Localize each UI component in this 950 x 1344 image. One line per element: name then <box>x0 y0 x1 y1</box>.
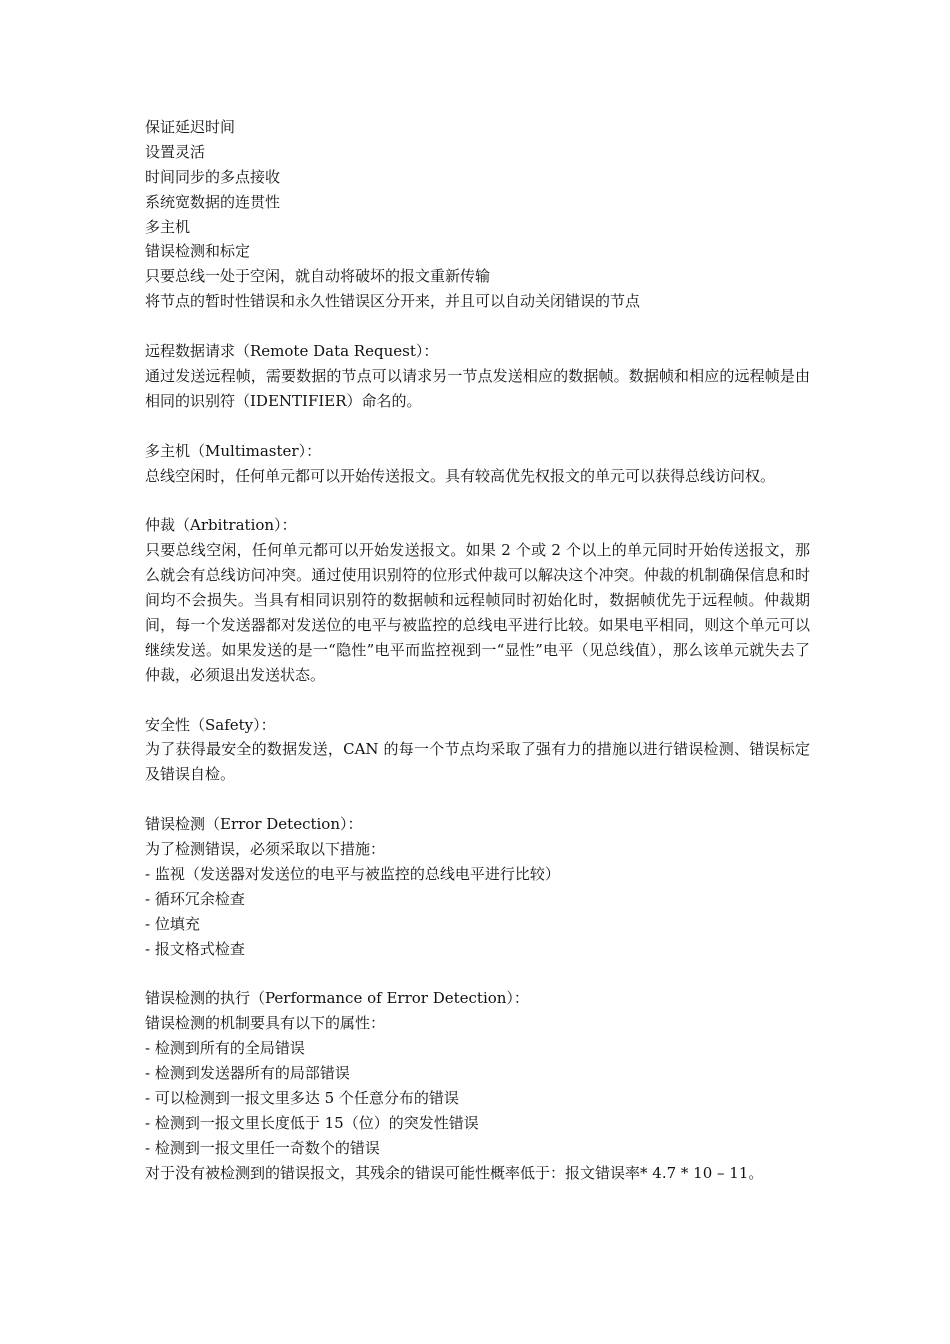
multimaster-body: 总线空闲时，任何单元都可以开始传送报文。具有较高优先权报文的单元可以获得总线访问权。 <box>145 466 776 485</box>
spacer <box>145 488 810 513</box>
spacer <box>145 787 810 812</box>
performance-conclusion: 对于没有被检测到的错误报文，其残余的错误可能性概率低于：报文错误率* 4.7 * 10 – 11。 <box>145 1163 764 1182</box>
multimaster-heading: 多主机（Multimaster）： <box>145 441 322 460</box>
error-detection-heading: 错误检测（Error Detection）： <box>145 815 363 834</box>
list-item: - 检测到所有的全局错误 <box>145 1039 305 1058</box>
feature-line: 多主机 <box>145 217 191 236</box>
remote-body: 通过发送远程帧，需要数据的节点可以请求另一节点发送相应的数据帧。数据帧和相应的远程帧是由相同的识别符（IDENTIFIER）命名的。 <box>145 366 810 410</box>
document-page <box>145 115 810 1185</box>
list-item: - 检测到一报文里长度低于 15（位）的突发性错误 <box>145 1113 479 1132</box>
spacer <box>145 688 810 713</box>
feature-line: 保证延迟时间 <box>145 118 236 136</box>
arbitration-heading: 仲裁（Arbitration）： <box>145 516 297 535</box>
arbitration-body: 只要总线空闲，任何单元都可以开始发送报文。如果 2 个或 2 个以上的单元同时开始传送报文，那么就会有总线访问冲突。通过使用识别符的位形式仲裁可以解决这个冲突。仲裁的机制确保信息和时间均不会损失。当具有相同识别符的数据帧和远程帧同时初始化时，数据帧优先于远程帧。仲裁期间，每一个发送器都对发送位的电平与被监控的总线电平进行比较。如果电平相同，则这个单元可以继续发送。如果发送的是一“隐性”电平而监控视到一“显性”电平（见总线值），那么该单元就失去了仲裁，必须退出发送状态。 <box>145 541 810 684</box>
list-item: - 检测到发送器所有的局部错误 <box>145 1064 350 1083</box>
performance-heading: 错误检测的执行（Performance of Error Detection）： <box>145 989 529 1008</box>
remote-heading: 远程数据请求（Remote Data Request）： <box>145 342 439 361</box>
spacer <box>145 314 810 339</box>
list-item: - 可以检测到一报文里多达 5 个任意分布的错误 <box>145 1088 459 1107</box>
list-item: - 监视（发送器对发送位的电平与被监控的总线电平进行比较） <box>145 864 560 883</box>
safety-heading: 安全性（Safety）： <box>145 715 276 734</box>
spacer <box>145 961 810 986</box>
list-item: - 位填充 <box>145 914 200 933</box>
feature-line: 错误检测和标定 <box>145 242 251 261</box>
list-item: - 循环冗余检查 <box>145 889 245 908</box>
safety-body: 为了获得最安全的数据发送，CAN 的每一个节点均采取了强有力的措施以进行错误检测、错误标定及错误自检。 <box>145 740 810 784</box>
feature-line: 设置灵活 <box>145 142 206 161</box>
feature-line: 系统宽数据的连贯性 <box>145 192 281 211</box>
feature-line: 只要总线一处于空闲，就自动将破坏的报文重新传输 <box>145 267 491 286</box>
error-detection-intro: 为了检测错误，必须采取以下措施： <box>145 840 386 858</box>
feature-line: 时间同步的多点接收 <box>145 167 281 186</box>
spacer <box>145 414 810 439</box>
feature-line: 将节点的暂时性错误和永久性错误区分开来，并且可以自动关闭错误的节点 <box>145 292 641 311</box>
performance-intro: 错误检测的机制要具有以下的属性： <box>145 1014 386 1033</box>
list-item: - 报文格式检查 <box>145 939 245 958</box>
list-item: - 检测到一报文里任一奇数个的错误 <box>145 1138 380 1157</box>
